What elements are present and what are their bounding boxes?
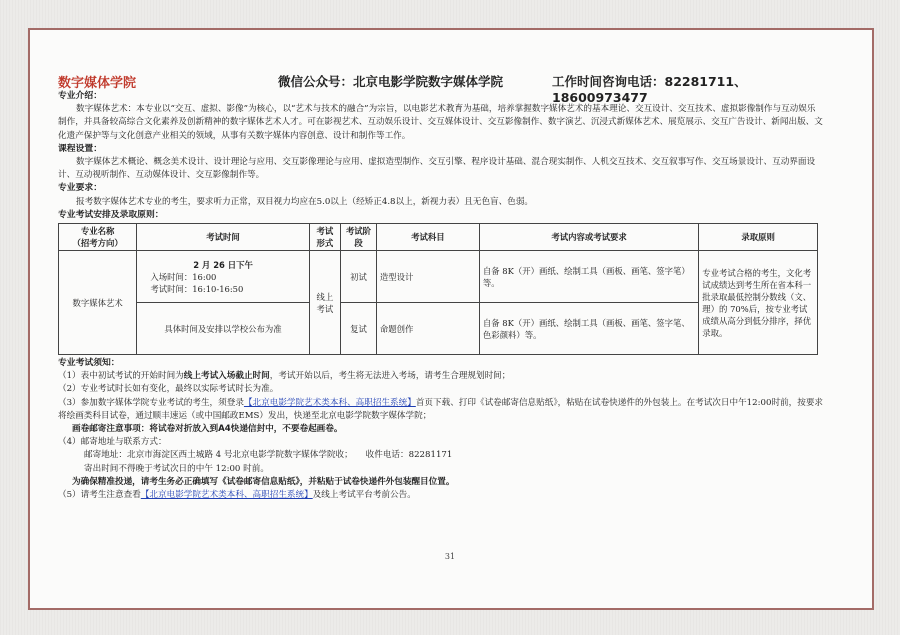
courses-text: 数字媒体艺术概论、概念美术设计、设计理论与应用、交互影像理论与应用、虚拟造型制作、交互引擎、程序设计基础、混合现实制作、人机交互技术、交互叙事写作、交互场景设计、互动界面设计、互动视听制作、互动媒体设计、交互影像制作等。	[58, 157, 816, 181]
note-1-bold: 线上考试入场截止时间	[183, 371, 270, 382]
note-3: （3）参加数字媒体学院专业考试的考生，须登录【北京电影学院艺术类本科、高职招生系统】首页下载、打印《试卷邮寄信息贴纸》，粘贴在试卷快递件的外包装上。在考试次日中午12:00时前，按要求将绘画类科目试卷，通过顺丰速运（或中国邮政EMS）发出，快递至北京电影学院数字媒体学院；	[58, 397, 824, 421]
entry-time: 入场时间：16:00	[150, 271, 217, 282]
major-cell: 数字媒体艺术	[59, 251, 137, 355]
exam-table	[58, 223, 818, 355]
note-3-bold: 画卷邮寄注意事项：将试卷对折放入到A4快递信封中，不要卷起画卷。	[72, 424, 343, 435]
col-admission: 录取原则	[699, 224, 818, 251]
note-2: （2）专业考试时长如有变化，最终以实际考试时长为准。	[58, 384, 279, 395]
mailing-address: 邮寄地址：北京市海淀区西土城路 4 号北京电影学院数字媒体学院收； 收件电话：82281171	[84, 450, 453, 461]
col-content: 考试内容或考试要求	[479, 224, 698, 251]
exam-table-heading: 专业考试安排及录取原则：	[58, 209, 164, 220]
intro-heading: 专业介绍：	[58, 91, 102, 101]
stage-cell: 复试	[341, 303, 377, 355]
admission-system-link[interactable]: 【北京电影学院艺术类本科、高职招生系统】	[243, 397, 416, 408]
col-subject: 考试科目	[376, 224, 479, 251]
mailing-deadline: 寄出时间不得晚于考试次日的中午 12:00 时前。	[84, 463, 269, 474]
admission-system-link-2[interactable]: 【北京电影学院艺术类本科、高职招生系统】	[140, 490, 313, 501]
col-major: 专业名称 （招考方向）	[59, 224, 137, 251]
subject-cell: 造型设计	[376, 251, 479, 303]
note-1: （1）表中初试考试的开始时间为线上考试入场截止时间，考试开始以后，考生将无法进入考场，请考生合理规划时间；	[58, 371, 511, 382]
wechat-account: 微信公众号：北京电影学院数字媒体学院	[278, 74, 504, 89]
page-number: 31	[444, 552, 456, 561]
note-4-bold: 为确保精准投递，请考生务必正确填写《试卷邮寄信息贴纸》，并粘贴于试卷快递件外包装醒目位置。	[72, 476, 455, 487]
later-note-cell: 具体时间及安排以学校公布为准	[137, 303, 309, 355]
subject-cell: 命题创作	[376, 303, 479, 355]
col-time: 考试时间	[137, 224, 309, 251]
exam-date: 2 月 26 日下午	[193, 259, 253, 270]
notes-heading: 专业考试须知：	[58, 358, 120, 369]
consult-phone: 工作时间咨询电话：82281711、18600973477	[552, 74, 747, 105]
exam-time: 考试时间：16:10-16:50	[150, 283, 244, 294]
content-cell: 自备 8K（开）画纸、绘制工具（画板、画笔、签字笔）等。	[479, 251, 698, 303]
form-cell: 线上考试	[309, 251, 340, 355]
stage-cell: 初试	[341, 251, 377, 303]
admission-cell: 专业考试合格的考生，文化考试成绩达到考生所在省本科一批录取最低控制分数线（文、理）的 70%后，按专业考试成绩从高分到低分排序，择优录取。	[699, 251, 818, 355]
content-cell: 自备 8K（开）画纸、绘制工具（画板、画笔、签字笔、色彩颜料）等。	[479, 303, 698, 355]
note-5: （5）请考生注意查看【北京电影学院艺术类本科、高职招生系统】及线上考试平台考前公告。	[58, 490, 416, 501]
intro-text: 数字媒体艺术：本专业以“交互、虚拟、影像”为核心，以“艺术与技术的融合”为宗旨，以电影艺术教育为基础，培养掌握数字媒体艺术的基本理论、交互设计、交互技术、虚拟影像制作与互动娱乐制作，并具备较高综合文化素养及创新精神的数字媒体艺术人才。可在影视艺术、互动娱乐设计、交互媒体设计、交互影像制作、数字演艺、沉浸式新媒体艺术、展览展示、交互广告设计、新闻出版、文化遗产保护等与文化创意产业相关的领域，从事有关数字媒体内容创意、设计和制作等工作。	[58, 104, 823, 141]
col-form: 考试形式	[309, 224, 340, 251]
courses-heading: 课程设置：	[58, 143, 102, 154]
time-cell-first	[137, 251, 309, 303]
requirements-text: 报考数字媒体艺术专业的考生，要求听力正常，双目视力均应在5.0以上（经矫正4.8以上，新视力表）且无色盲、色弱。	[76, 196, 534, 207]
document-body	[58, 90, 824, 502]
table-header-row	[59, 224, 818, 251]
table-row	[59, 251, 818, 303]
col-stage: 考试阶段	[341, 224, 377, 251]
brand-title: 数字媒体学院	[58, 76, 137, 91]
note-4: （4）邮寄地址与联系方式：	[58, 437, 167, 448]
requirements-heading: 专业要求：	[58, 183, 102, 194]
